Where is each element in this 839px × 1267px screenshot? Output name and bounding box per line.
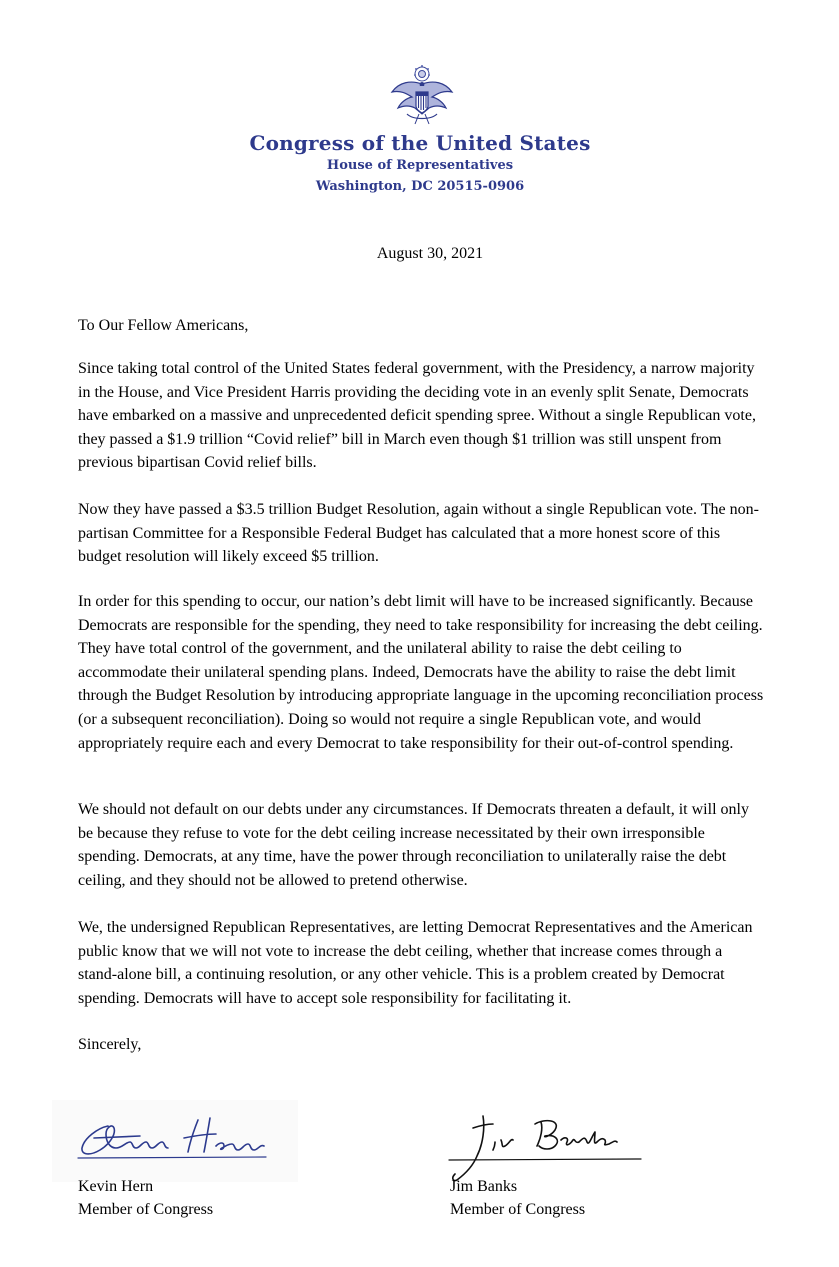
- signatory-title: Member of Congress: [450, 1201, 586, 1218]
- signatory-name: Kevin Hern: [78, 1178, 154, 1195]
- body-paragraph: We should not default on our debts under any circumstances. If Democrats threaten a default, it will only be because they refuse to vote for the debt ceiling increase necessitated by their own irresponsible spending. Democrats, at any time, have the power through reconciliation to unilaterally raise the debt ceiling, and they should not be allowed to pretend otherwise.: [78, 801, 749, 889]
- letterhead-chamber: House of Representatives: [326, 158, 514, 173]
- signatory-title: Member of Congress: [78, 1201, 214, 1218]
- house-seal-icon: [389, 62, 455, 128]
- signature-jim-banks: [445, 1108, 645, 1184]
- body-paragraph: In order for this spending to occur, our nation’s debt limit will have to be increased significantly. Because Democrats are responsible for the spending, they need to take responsibility for increasing the debt ceiling. They have total control of the government, and the unilateral ability to raise the debt ceiling to accommodate their unilateral spending plans. Indeed, Democrats have the ability to raise the debt limit through the Budget Resolution by introducing appropriate language in the upcoming reconciliation process (or a subsequent reconciliation). Doing so would not require a single Republican vote, and would appropriately require each and every Democrat to take responsibility for their out-of-control spending.: [78, 593, 764, 752]
- body-paragraph: Now they have passed a $3.5 trillion Budget Resolution, again without a single Republican vote. The non-partisan Committee for a Responsible Federal Budget has calculated that a more honest score of this budget resolution will likely exceed $5 trillion.: [78, 501, 759, 566]
- closing: Sincerely,: [78, 1036, 142, 1053]
- signature-kevin-hern: [70, 1108, 270, 1168]
- body-paragraph: Since taking total control of the United States federal government, with the Presidency, a narrow majority in the House, and Vice President Harris providing the deciding vote in an evenly split Senate, Democrats have embarked on a massive and unprecedented deficit spending spree. Without a single Republican vote, they passed a $1.9 trillion “Covid relief” bill in March even though $1 trillion was still unspent from previous bipartisan Covid relief bills.: [78, 360, 756, 472]
- body-paragraph: We, the undersigned Republican Representatives, are letting Democrat Representatives and the American public know that we will not vote to increase the debt ceiling, whether that increase comes through a stand-alone bill, a continuing resolution, or any other vehicle. This is a problem created by Democrat spending. Democrats will have to accept sole responsibility for facilitating it.: [78, 919, 753, 1007]
- letter-date: August 30, 2021: [376, 245, 484, 262]
- letterhead-address: Washington, DC 20515-0906: [315, 179, 525, 194]
- letterhead-title: Congress of the United States: [249, 131, 591, 155]
- salutation: To Our Fellow Americans,: [78, 317, 249, 334]
- signatory-name: Jim Banks: [450, 1178, 518, 1195]
